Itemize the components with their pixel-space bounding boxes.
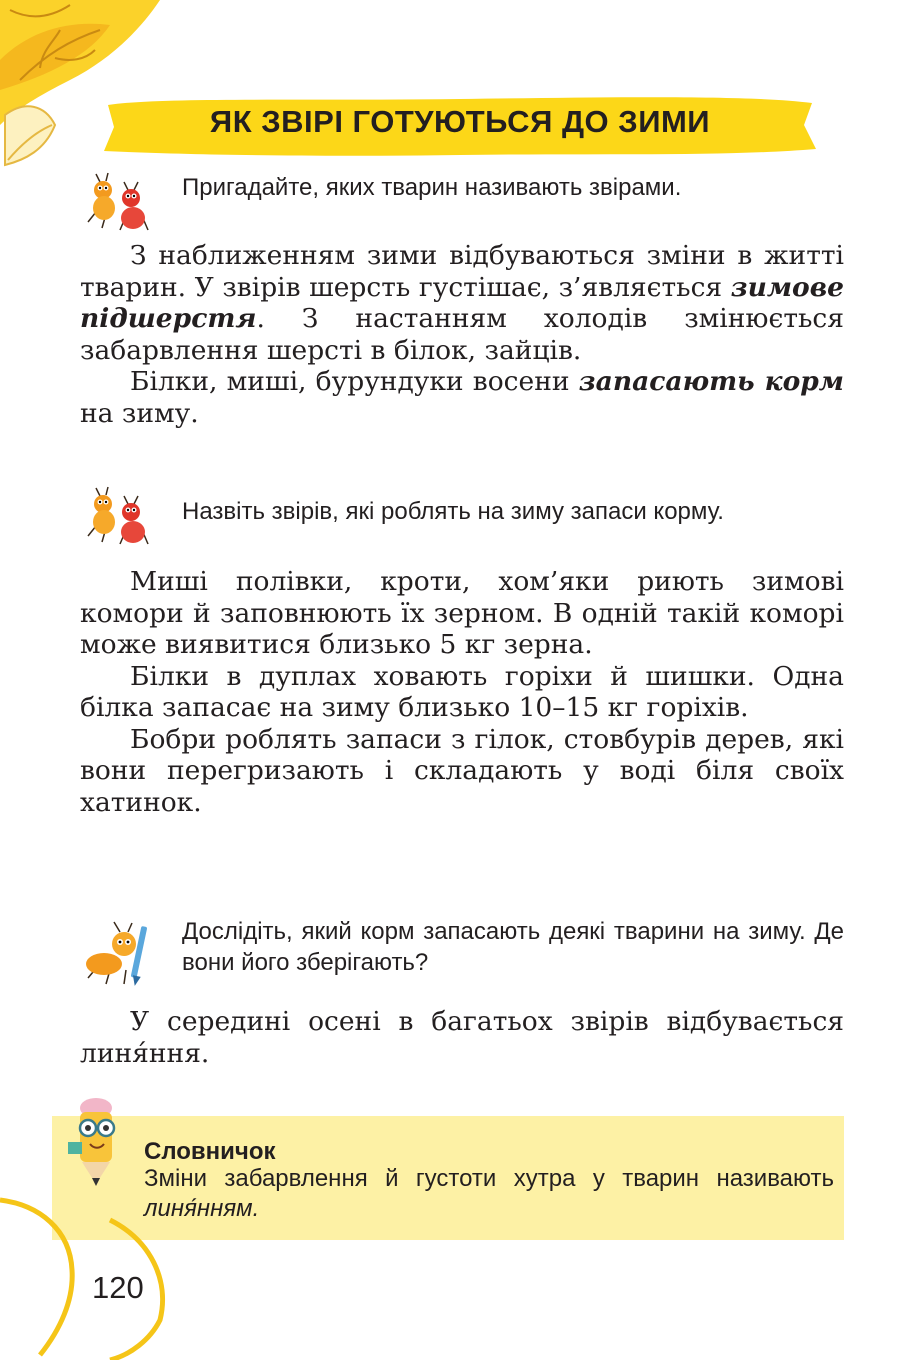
question-3: Дослідіть, який корм запасають деякі тварини на зиму. Де вони його зберігають? — [182, 918, 844, 976]
text-section-2 — [80, 566, 844, 818]
pencil-character-icon — [64, 1094, 134, 1194]
paragraph: З наближенням зими відбуваються зміни в житті тварин. У звірів шерсть густішає, з’являється зимове підшерстя. З настанням холодів змінюється забарвлення шерсті в білок, зайців. — [80, 240, 844, 366]
paragraph: Білки, миші, бурундуки восени запасають корм на зиму. — [80, 366, 844, 429]
page-number: 120 — [92, 1270, 144, 1305]
paragraph: Миші полівки, кроти, хом’яки риють зимові комори й заповнюють їх зерном. В одній такій коморі може виявитися близько 5 кг зерна. — [80, 566, 844, 660]
text-section-1 — [80, 240, 844, 429]
question-2: Назвіть звірів, які роблять на зиму запаси корму. — [182, 498, 724, 525]
ants-icon — [86, 486, 158, 550]
ant-with-pen-icon — [80, 920, 160, 990]
ants-icon — [86, 172, 158, 236]
paragraph: Білки в дуплах ховають горіхи й шишки. Одна білка запасає на зиму близько 10–15 кг горіхів. — [80, 660, 844, 723]
glossary-title: Словничок — [144, 1138, 276, 1165]
text-section-3 — [80, 1006, 844, 1069]
question-1: Пригадайте, яких тварин називають звірами. — [182, 174, 682, 201]
paragraph: Бобри роблять запаси з гілок, стовбурів дерев, які вони перегризають і складають у воді біля своїх хатинок. — [80, 723, 844, 818]
paragraph: У середині осені в багатьох звірів відбувається линя́ння. — [80, 1006, 844, 1069]
page-title: ЯК ЗВІРІ ГОТУЮТЬСЯ ДО ЗИМИ — [209, 104, 711, 139]
glossary-text: Зміни забарвлення й густоти хутра у тварин називають линя́нням. — [144, 1165, 834, 1222]
